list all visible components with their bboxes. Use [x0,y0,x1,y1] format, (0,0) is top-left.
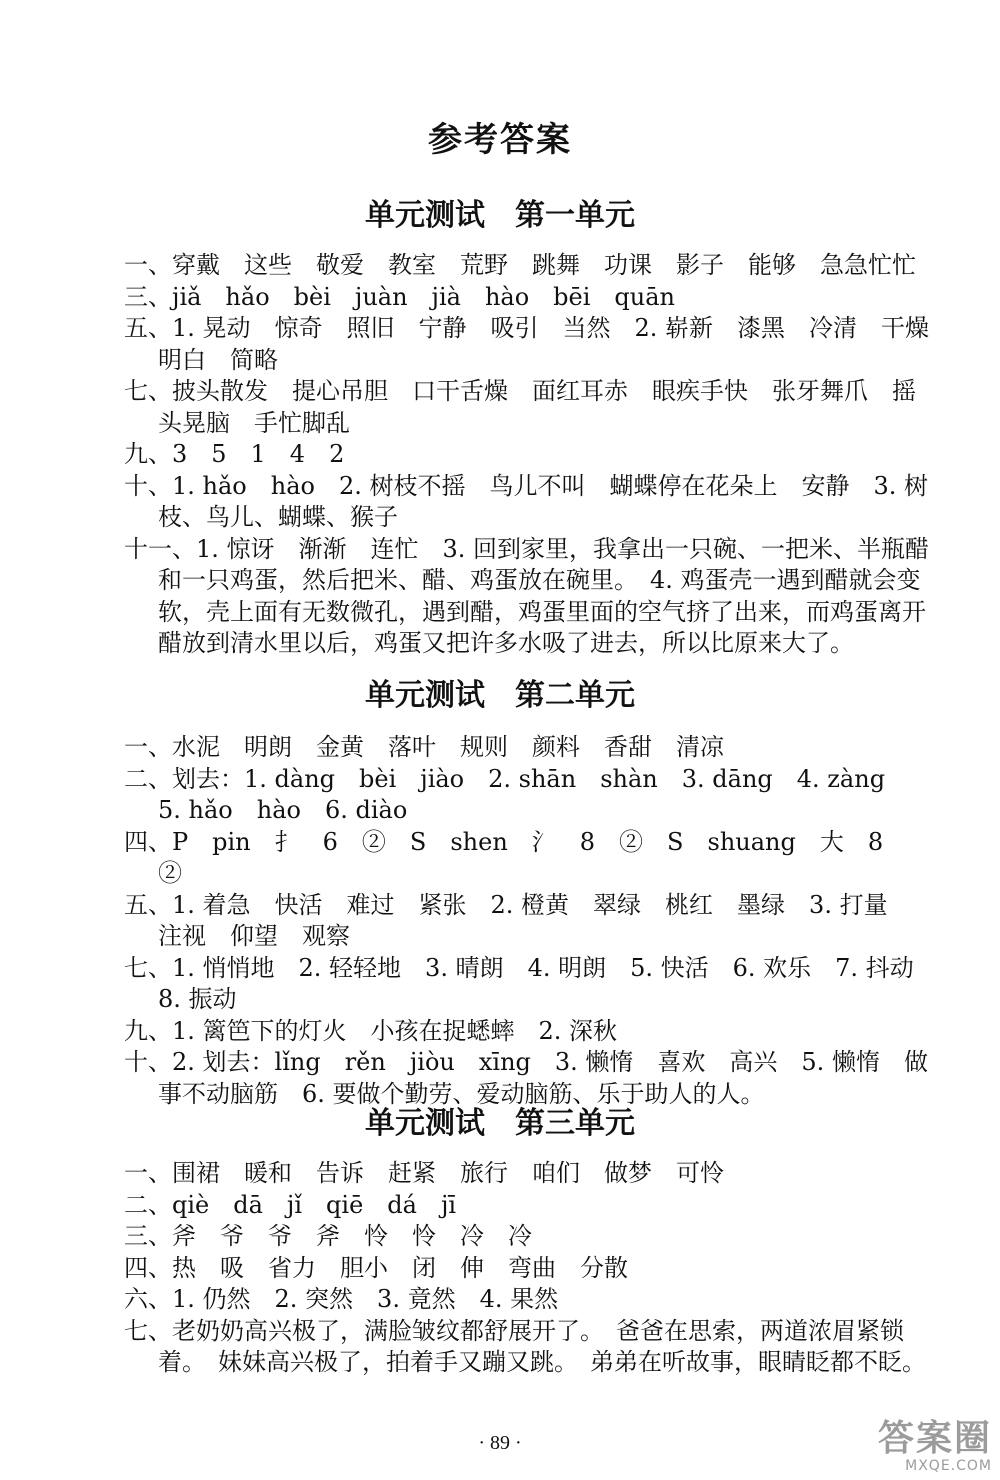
answer-item: 十、2. 划去：lǐng rěn jiòu xīng 3. 懒惰 喜欢 高兴 5. 懒惰 做事不动脑筋 6. 要做个勤劳、爱动脑筋、乐于助人的人。 [124,1048,928,1108]
watermark-text: 答案圈 [877,1418,992,1459]
answer-item: 一、围裙 暖和 告诉 赶紧 旅行 咱们 做梦 可怜 [124,1159,724,1187]
watermark-url: MXQE.COM [905,1458,992,1474]
answer-item: 三、jiǎ hǎo bèi juàn jià hào bēi quān [124,282,676,311]
answer-item: 十一、1. 惊讶 渐渐 连忙 3. 回到家里，我拿出一只碗、一把米、半瓶醋和一只鸡蛋，然后把米、醋、鸡蛋放在碗里。 4. 鸡蛋壳一遇到醋就会变软，壳上面有无数微孔，遇到醋，鸡蛋里面的空气挤了出来，而鸡蛋离开醋放到清水里以后，鸡蛋又把许多水吸了进去，所以比原来大了。 [124,534,930,657]
section-body-unit-1 [124,250,954,660]
section-body-unit-3 [124,1158,930,1379]
answer-item: 四、P pin 扌 6 ② S shen 氵 8 ② S shuang 大 8 ② [124,827,908,887]
answer-item: 一、穿戴 这些 敬爱 教室 荒野 跳舞 功课 影子 能够 急急忙忙 [124,251,916,279]
section-heading-unit-1: 单元测试 第一单元 [365,198,635,233]
section-heading-unit-3: 单元测试 第三单元 [365,1106,635,1141]
section-heading-unit-2: 单元测试 第二单元 [365,678,635,713]
answer-item: 三、斧 爷 爷 斧 怜 怜 冷 冷 [124,1222,532,1250]
answer-item: 九、1. 篱笆下的灯火 小孩在捉蟋蟀 2. 深秋 [124,1016,618,1045]
page-title: 参考答案 [428,120,572,160]
answer-item: 四、热 吸 省力 胆小 闭 伸 弯曲 分散 [124,1253,628,1282]
answer-item: 二、qiè dā jǐ qiē dá jī [124,1190,457,1219]
answer-item: 九、3 5 1 4 2 [124,440,345,468]
answer-item: 二、划去：1. dàng bèi jiào 2. shān shàn 3. dāng 4. zàng 5. hǎo hào 6. diào [124,764,910,824]
answer-item: 七、老奶奶高兴极了，满脸皱纹都舒展开了。 爸爸在思索，两道浓眉紧锁着。 妹妹高兴极了，拍着手又蹦又跳。 弟弟在听故事，眼睛眨都不眨。 [124,1316,926,1376]
answer-item: 一、水泥 明朗 金黄 落叶 规则 颜料 香甜 清凉 [124,733,724,761]
answer-item: 七、披头散发 提心吊胆 口干舌燥 面红耳赤 眼疾手快 张牙舞爪 摇头晃脑 手忙脚乱 [124,377,916,437]
answer-item: 五、1. 晃动 惊奇 照旧 宁静 吸引 当然 2. 崭新 漆黑 冷清 干燥 明白 简略 [124,314,954,374]
answer-item: 六、1. 仍然 2. 突然 3. 竟然 4. 果然 [124,1285,559,1313]
answer-item: 七、1. 悄悄地 2. 轻轻地 3. 晴朗 4. 明朗 5. 快活 6. 欢乐 7. 抖动 8. 振动 [124,953,938,1013]
page-number: · 89 · [478,1432,522,1454]
answer-item: 十、1. hǎo hào 2. 树枝不摇 鸟儿不叫 蝴蝶停在花朵上 安静 3. 树枝、鸟儿、蝴蝶、猴子 [124,471,929,531]
section-body-unit-2 [124,732,938,1110]
watermark-logo [810,1410,996,1474]
answer-item: 五、1. 着急 快活 难过 紧张 2. 橙黄 翠绿 桃红 墨绿 3. 打量 注视 仰望 观察 [124,890,912,950]
